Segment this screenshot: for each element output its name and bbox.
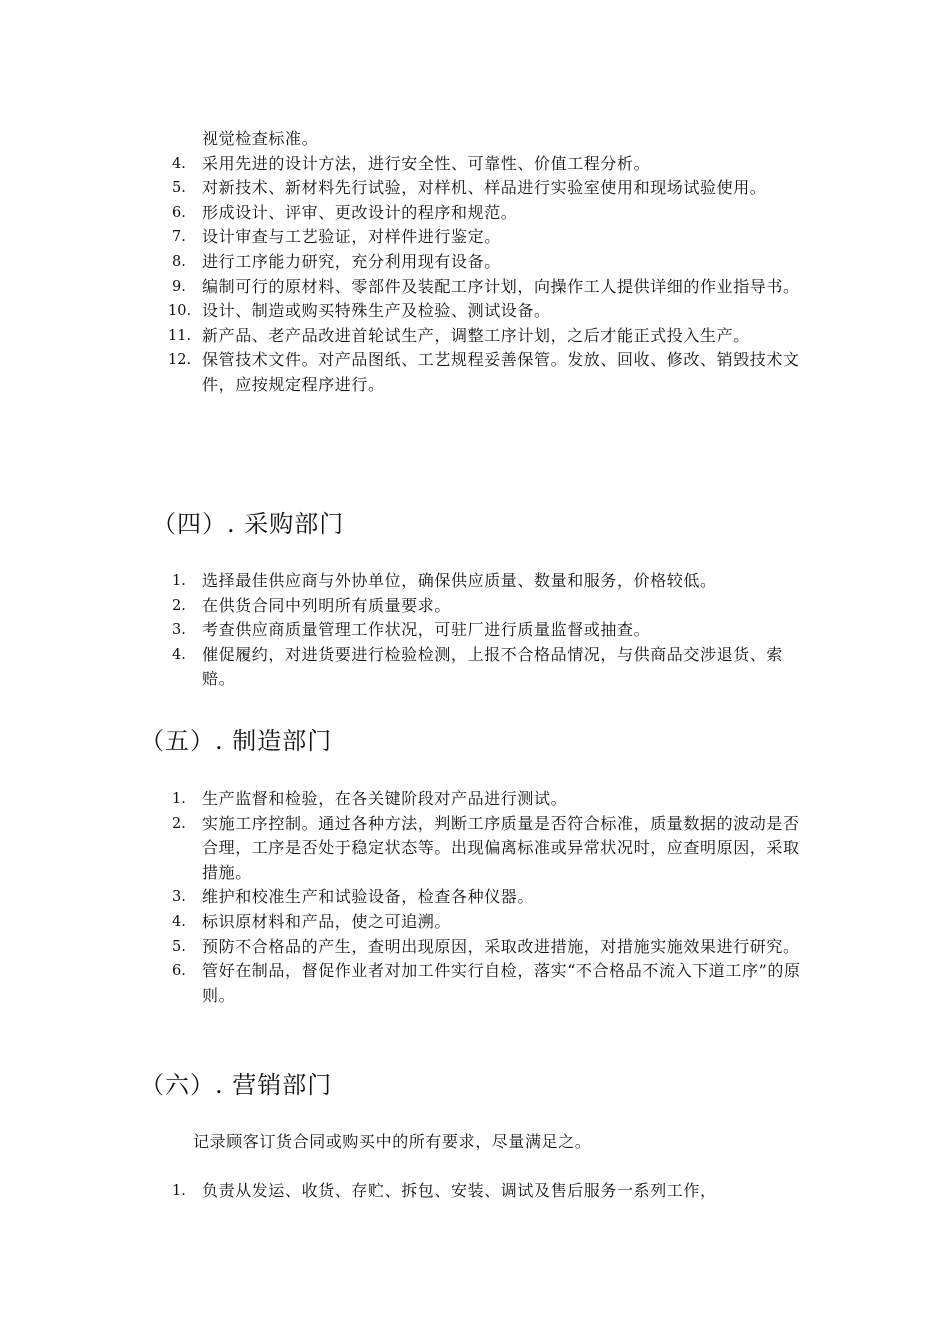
list-item-text: 预防不合格品的产生，查明出现原因，采取改进措施，对措施实施效果进行研究。 [202,936,800,956]
list-item-number: 4. [172,155,186,172]
list-item-number: 11. [168,327,192,344]
design-dept-list [0,127,950,398]
list-item-text: 采用先进的设计方法，进行安全性、可靠性、价值工程分析。 [202,153,651,173]
list-item-number: 12. [168,352,192,369]
list-item [0,935,950,960]
list-item-text: 生产监督和检验，在各关键阶段对产品进行测试。 [202,789,568,808]
list-item-text: 在供货合同中列明所有质量要求。 [202,595,452,615]
purchasing-dept-list [0,569,950,692]
list-item-text: 视觉检查标准。 [202,129,319,148]
list-item-text: 进行工序能力研究，充分利用现有设备。 [202,251,501,271]
marketing-dept-list [0,1179,950,1204]
list-item-text: 对新技术、新材料先行试验，对样机、样品进行实验室使用和现场试验使用。 [202,178,767,198]
list-item [0,910,950,935]
list-item [0,127,950,152]
list-item-text: 保管技术文件。对产品图纸、工艺规程妥善保管。发放、回收、修改、销毁技术文件，应按规定程序进行。 [202,350,800,394]
list-item [0,643,950,692]
list-item-number: 10. [168,303,192,320]
list-item-number: 1. [172,1183,186,1199]
list-item-text: 设计审查与工艺验证，对样件进行鉴定。 [202,227,501,247]
list-item [0,275,950,300]
list-item-number: 6. [172,963,186,980]
manufacturing-dept-list [0,787,950,1008]
list-item [0,299,950,324]
list-item-text: 形成设计、评审、更改设计的程序和规范。 [202,202,518,222]
list-item [0,152,950,177]
list-item-text: 新产品、老产品改进首轮试生产，调整工序计划，之后才能正式投入生产。 [202,325,750,345]
list-item-number: 9. [172,278,186,295]
list-item-text: 考查供应商质量管理工作状况，可驻厂进行质量监督或抽查。 [202,620,651,640]
list-item-number: 8. [172,253,186,270]
list-item-number: 3. [172,622,186,639]
list-item-text: 管好在制品，督促作业者对加工件实行自检，落实“不合格品不流入下道工序”的原则。 [202,961,801,1005]
list-item-number: 1. [172,791,186,807]
marketing-intro-paragraph: 记录顾客订货合同或购买中的所有要求，尽量满足之。 [193,1132,592,1151]
list-item [0,225,950,250]
list-item-text: 设计、制造或购买特殊生产及检验、测试设备。 [202,301,551,321]
list-item-number: 3. [172,889,186,906]
list-item [0,201,950,226]
list-item-text: 标识原材料和产品，使之可追溯。 [202,911,452,931]
list-item-number: 5. [172,938,186,955]
list-item-number: 4. [172,646,186,663]
list-item [0,787,950,812]
list-item [0,348,950,397]
list-item-text: 实施工序控制。通过各种方法，判断工序质量是否符合标准，质量数据的波动是否合理，工序是否处于稳定状态等。出现偏离标准或异常状况时，应查明原因，采取措施。 [202,813,800,882]
list-item-number: 7. [172,229,186,246]
list-item-number: 4. [172,913,186,930]
list-item [0,569,950,594]
list-item [0,324,950,349]
list-item-number: 1. [172,573,186,589]
list-item-text: 催促履约，对进货要进行检验检测，上报不合格品情况，与供商品交涉退货、索赔。 [202,644,784,689]
list-item [0,885,950,910]
section-heading-manufacturing: （五）. 制造部门 [140,727,333,755]
section-heading-purchasing: （四）. 采购部门 [152,510,345,538]
list-item [0,594,950,619]
list-item-text: 维护和校准生产和试验设备，检查各种仪器。 [202,887,535,907]
list-item [0,618,950,643]
list-item-number: 6. [172,204,186,221]
list-item [0,250,950,275]
list-item-number: 2. [172,815,186,832]
list-item [0,812,950,886]
list-item-text: 选择最佳供应商与外协单位，确保供应质量、数量和服务，价格较低。 [202,571,717,590]
list-item [0,176,950,201]
list-item-number: 5. [172,180,186,197]
list-item [0,959,950,1008]
section-heading-marketing: （六）. 营销部门 [140,1071,333,1099]
list-item-text: 编制可行的原材料、零部件及装配工序计划，向操作工人提供详细的作业指导书。 [202,276,800,296]
list-item-text: 负责从发运、收货、存贮、拆包、安装、调试及售后服务一系列工作， [202,1181,717,1200]
list-item-number: 2. [172,597,186,614]
list-item [0,1179,950,1204]
